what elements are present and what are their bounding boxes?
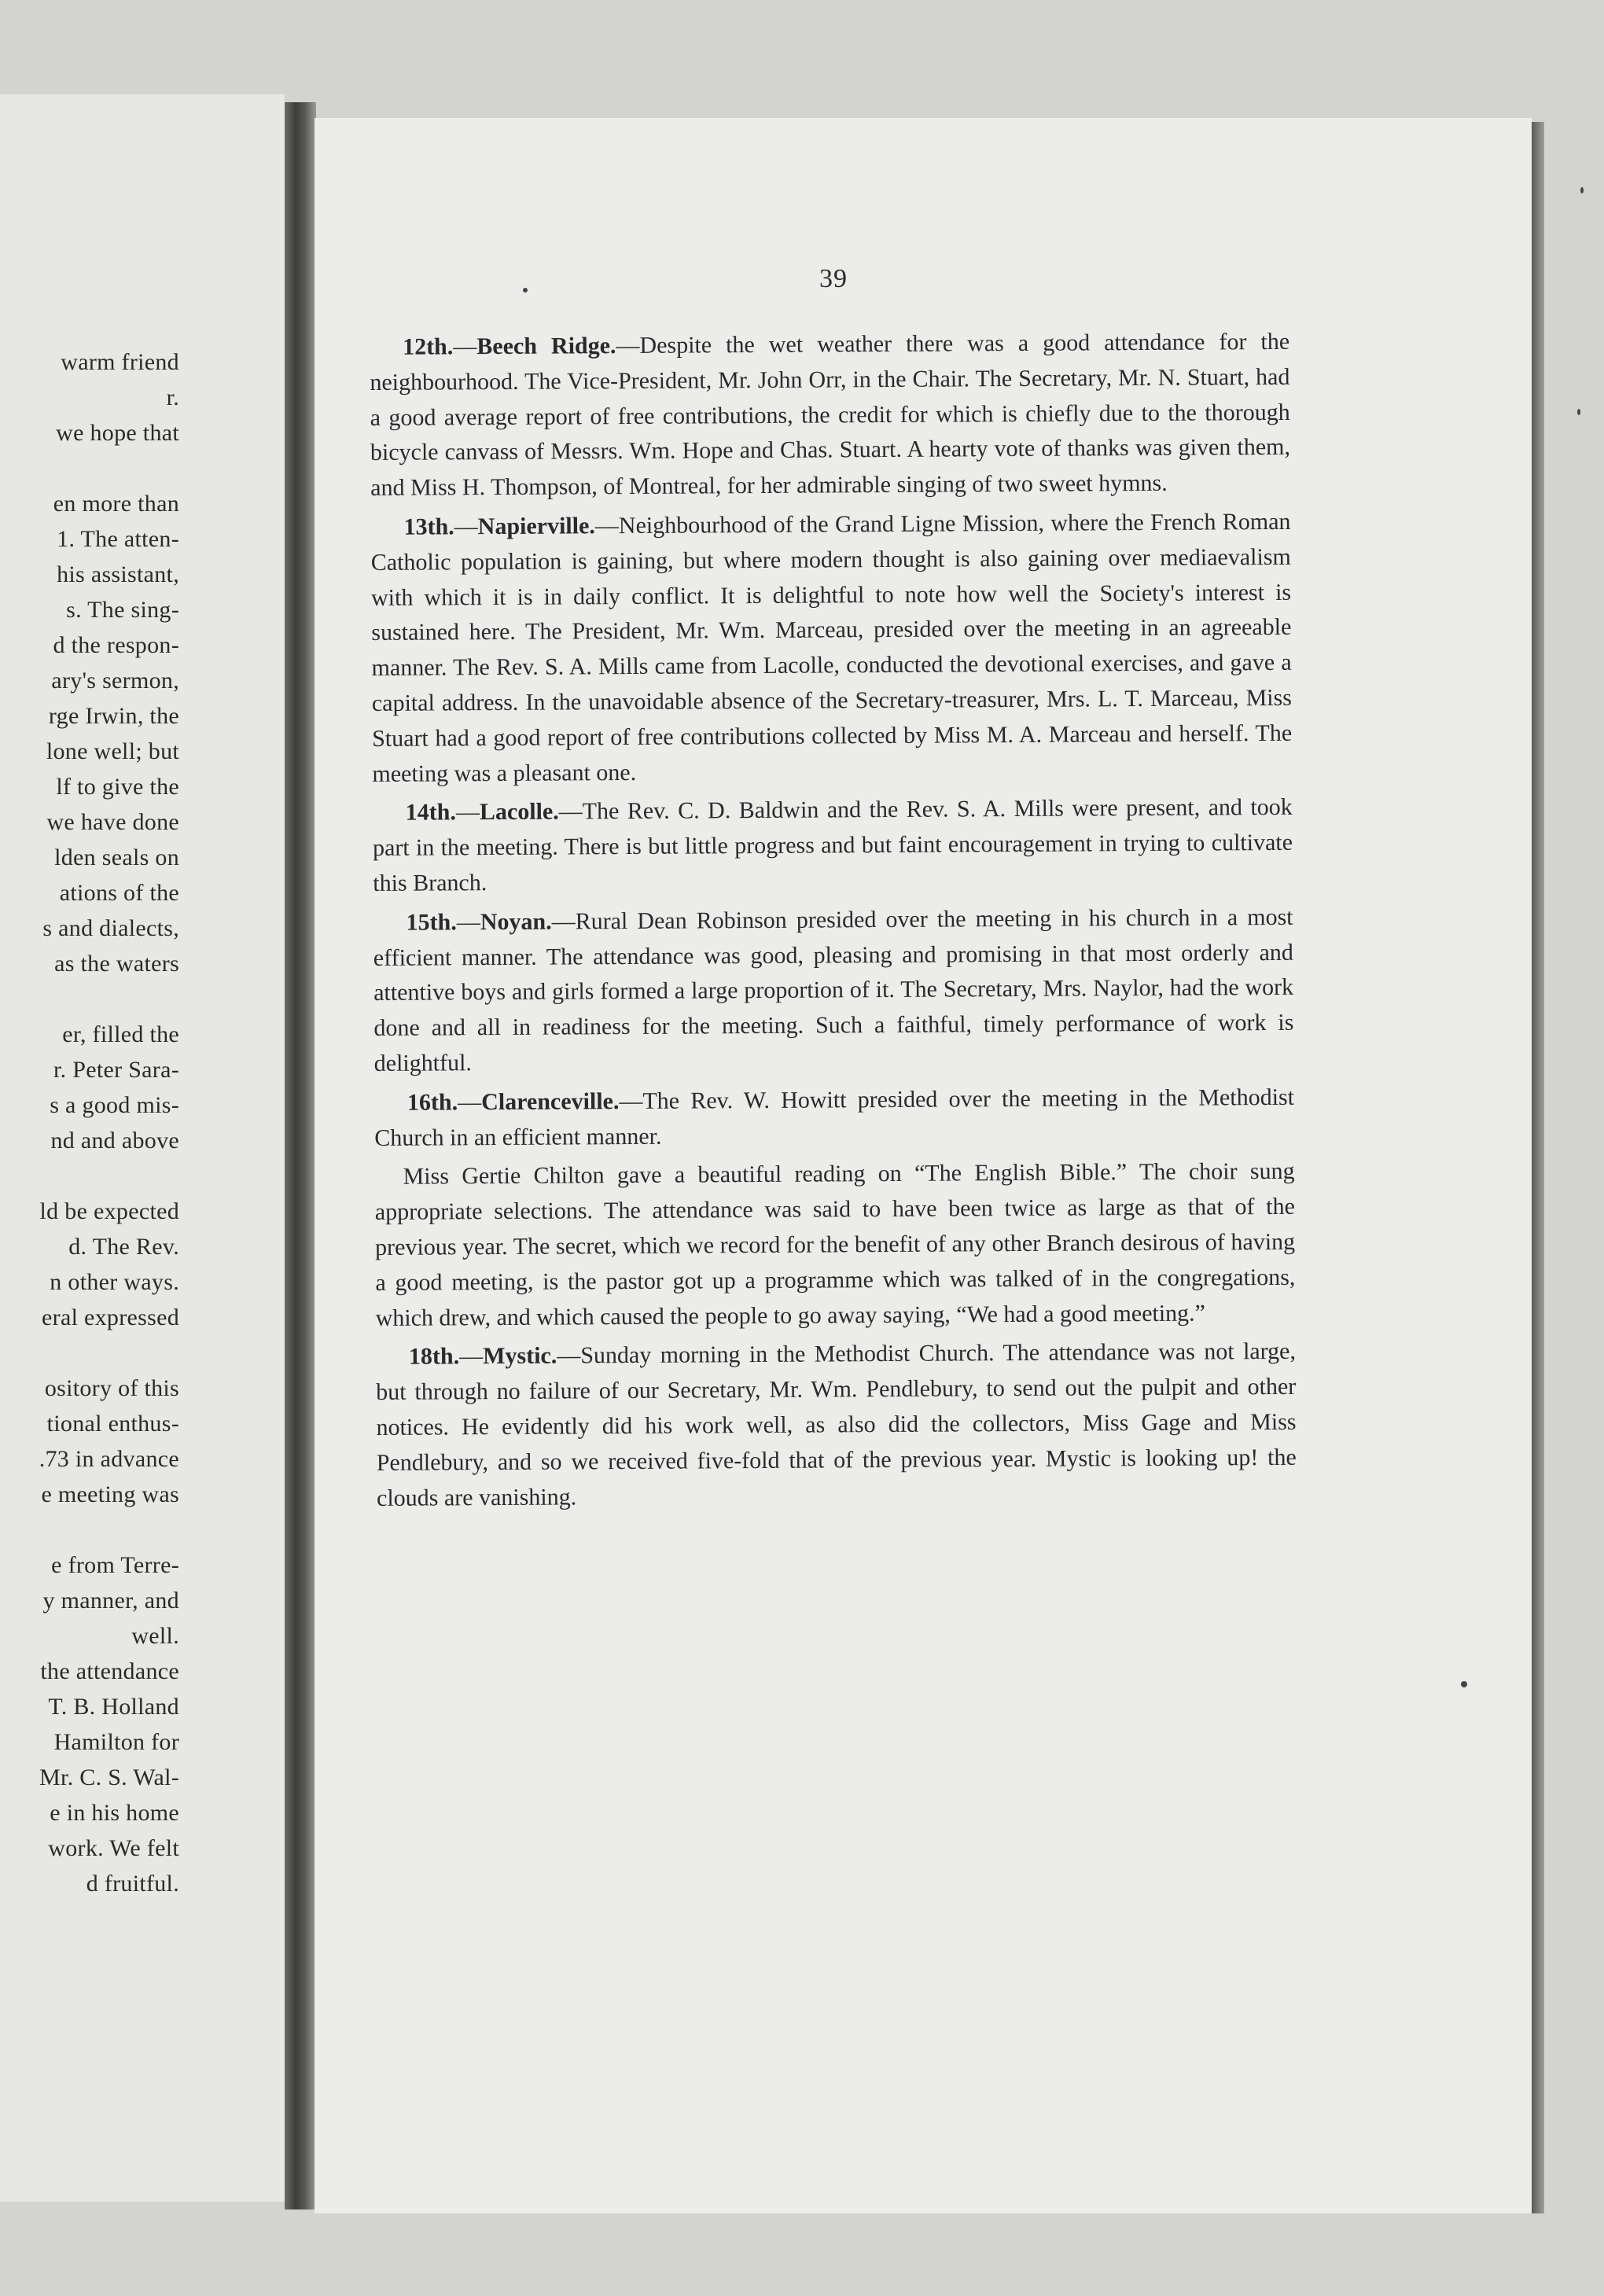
left-page-fragment bbox=[0, 94, 285, 2202]
entry-place: Mystic. bbox=[483, 1342, 557, 1370]
left-line bbox=[0, 1512, 179, 1547]
entry-date: 12th. bbox=[403, 333, 454, 360]
left-line: r. Peter Sara- bbox=[53, 1057, 179, 1083]
left-line: d fruitful. bbox=[86, 1871, 179, 1897]
left-line: r. bbox=[166, 385, 179, 410]
entry-text: The Rev. C. D. Baldwin and the Rev. S. A. Mills were present, and took part in the meeting. There is but little progress and but faint encouragement in trying to cultivate this Branch. bbox=[372, 794, 1293, 896]
left-line: Mr. C. S. Wal- bbox=[39, 1764, 179, 1790]
dash: — bbox=[619, 1087, 643, 1114]
entry-place: Napierville. bbox=[477, 513, 595, 540]
left-line: d. The Rev. bbox=[68, 1234, 179, 1260]
entry-place: Beech Ridge. bbox=[476, 333, 616, 360]
left-line: ld be expected bbox=[39, 1198, 179, 1224]
entry-text: Despite the wet weather there was a good attendance for the neighbourhood. The Vice-President, Mr. John Orr, in the Chair. The Secretary, Mr. N. Stuart, had a good average report of free contributions, the credit for which is chiefly due to the thorough bicycle canvass of Messrs. Wm. Hope and Chas. Stuart. A hearty vote of thanks was given them, and Miss H. Thompson, of Montreal, for her admirable singing of two sweet hymns. bbox=[370, 328, 1291, 502]
speck bbox=[1577, 409, 1580, 415]
left-line: warm friend bbox=[61, 349, 179, 375]
left-line: well. bbox=[131, 1623, 179, 1649]
left-line: Hamilton for bbox=[53, 1729, 179, 1755]
left-line: rge Irwin, the bbox=[48, 703, 179, 729]
dash: — bbox=[454, 513, 478, 540]
entry-paragraph bbox=[373, 900, 1293, 1082]
entry-text: The Rev. W. Howitt presided over the meeting in the Methodist Church in an efficient manner. bbox=[374, 1084, 1295, 1151]
speck bbox=[1580, 187, 1584, 193]
left-line: his assistant, bbox=[57, 561, 179, 587]
left-line bbox=[0, 1335, 179, 1371]
page-number: 39 bbox=[819, 264, 848, 293]
entry-date: 13th. bbox=[403, 513, 454, 540]
dash: — bbox=[557, 1342, 581, 1369]
left-page-lines bbox=[0, 344, 179, 1901]
left-line bbox=[0, 981, 179, 1017]
left-line: er, filled the bbox=[62, 1021, 179, 1047]
left-line: en more than bbox=[53, 491, 179, 517]
entry-date: 15th. bbox=[406, 909, 457, 936]
left-line: ary's sermon, bbox=[51, 668, 179, 694]
dash: — bbox=[594, 513, 619, 539]
entry-paragraph bbox=[376, 1334, 1297, 1516]
left-line: work. We felt bbox=[48, 1835, 179, 1861]
entry-place: Noyan. bbox=[480, 908, 552, 935]
left-line: .73 in advance bbox=[39, 1446, 179, 1472]
dash: — bbox=[558, 798, 583, 825]
left-line: tional enthus- bbox=[46, 1411, 179, 1437]
entry-paragraph bbox=[373, 790, 1293, 902]
entry-place: Clarenceville. bbox=[481, 1087, 620, 1115]
left-line: ations of the bbox=[59, 880, 179, 906]
entry-paragraph bbox=[370, 325, 1290, 506]
dash: — bbox=[455, 799, 480, 826]
entry-text: Neighbourhood of the Grand Ligne Mission, where the French Roman Catholic population is gaining, but where modern thought is also gaining over mediaevalism with which it is in daily conflict. It is delightful to note how well the Society's interest is sustained here. The President, Mr. Wm. Marceau, presided over the meeting in an agreeable manner. The Rev. S. A. Mills came from Lacolle, conducted the devotional exercises, and gave a capital address. In the unavoidable absence of the Secretary-treasurer, Mrs. L. T. Marceau, Miss Stuart had a good report of free contributions collected by Miss M. A. Marceau and herself. The meeting was a pleasant one. bbox=[370, 508, 1293, 787]
left-line: lf to give the bbox=[56, 774, 179, 800]
left-line: s a good mis- bbox=[50, 1092, 179, 1118]
left-line: nd and above bbox=[50, 1128, 179, 1154]
speck bbox=[1461, 1681, 1467, 1687]
left-line: s. The sing- bbox=[66, 597, 179, 623]
entry-date: 14th. bbox=[405, 799, 457, 826]
left-line: d the respon- bbox=[53, 632, 179, 658]
left-line: e meeting was bbox=[41, 1481, 179, 1507]
book-gutter bbox=[285, 102, 316, 2210]
entry-paragraph-continued bbox=[374, 1154, 1295, 1336]
left-line bbox=[0, 1158, 179, 1194]
left-line: s and dialects, bbox=[42, 915, 179, 941]
entry-text: Rural Dean Robinson presided over the meeting in his church in a most efficient manner. The attendance was good, pleasing and promising in that most orderly and attentive boys and girls formed a large proportion of it. The Secretary, Mrs. Naylor, had the work done and all in readiness for the meeting. Such a faithful, timely performance of work is delightful. bbox=[373, 903, 1294, 1076]
dash: — bbox=[616, 332, 640, 359]
left-line: we hope that bbox=[56, 420, 179, 446]
page-body bbox=[370, 325, 1297, 1520]
dash: — bbox=[456, 908, 480, 936]
left-line: y manner, and bbox=[42, 1588, 179, 1613]
left-line: lone well; but bbox=[46, 738, 179, 764]
left-line: ository of this bbox=[44, 1375, 179, 1401]
dash: — bbox=[459, 1343, 484, 1370]
entry-date: 18th. bbox=[408, 1343, 460, 1371]
entry-paragraph bbox=[370, 505, 1292, 793]
left-line: n other ways. bbox=[50, 1269, 179, 1295]
left-line: e from Terre- bbox=[51, 1552, 179, 1578]
entry-text: Miss Gertie Chilton gave a beautiful reading on “The English Bible.” The choir sung appropriate selections. The attendance was said to have been twice as large as that of the previous year. The secret, which we record for the benefit of any other Branch desirous of having a good meeting, is the pastor got up a programme which was talked of in the congregations, which drew, and which caused the people to go away saying, “We had a good meeting.” bbox=[374, 1158, 1296, 1331]
dash: — bbox=[551, 908, 576, 935]
speck bbox=[523, 288, 528, 293]
entry-paragraph bbox=[374, 1080, 1295, 1157]
left-line: eral expressed bbox=[42, 1304, 179, 1330]
left-line bbox=[0, 451, 179, 486]
left-line: lden seals on bbox=[54, 844, 179, 870]
left-line: we have done bbox=[46, 809, 179, 835]
left-line: as the waters bbox=[54, 951, 179, 977]
entry-date: 16th. bbox=[407, 1089, 458, 1116]
left-line: the attendance bbox=[40, 1658, 179, 1684]
entry-text: Sunday morning in the Methodist Church. The attendance was not large, but through no failure of our Secretary, Mr. Wm. Pendlebury, to send out the pulpit and other notices. He evidently did his work well, as also did the collectors, Miss Gage and Miss Pendlebury, and so we received five-fold that of the previous year. Mystic is looking up! the clouds are vanishing. bbox=[376, 1338, 1297, 1511]
left-line: e in his home bbox=[50, 1800, 179, 1826]
dash: — bbox=[458, 1088, 482, 1116]
left-line: 1. The atten- bbox=[57, 526, 179, 552]
entry-place: Lacolle. bbox=[479, 798, 559, 826]
left-line: T. B. Holland bbox=[48, 1694, 179, 1720]
right-page-edge-shadow bbox=[1532, 122, 1544, 2213]
dash: — bbox=[453, 333, 477, 360]
